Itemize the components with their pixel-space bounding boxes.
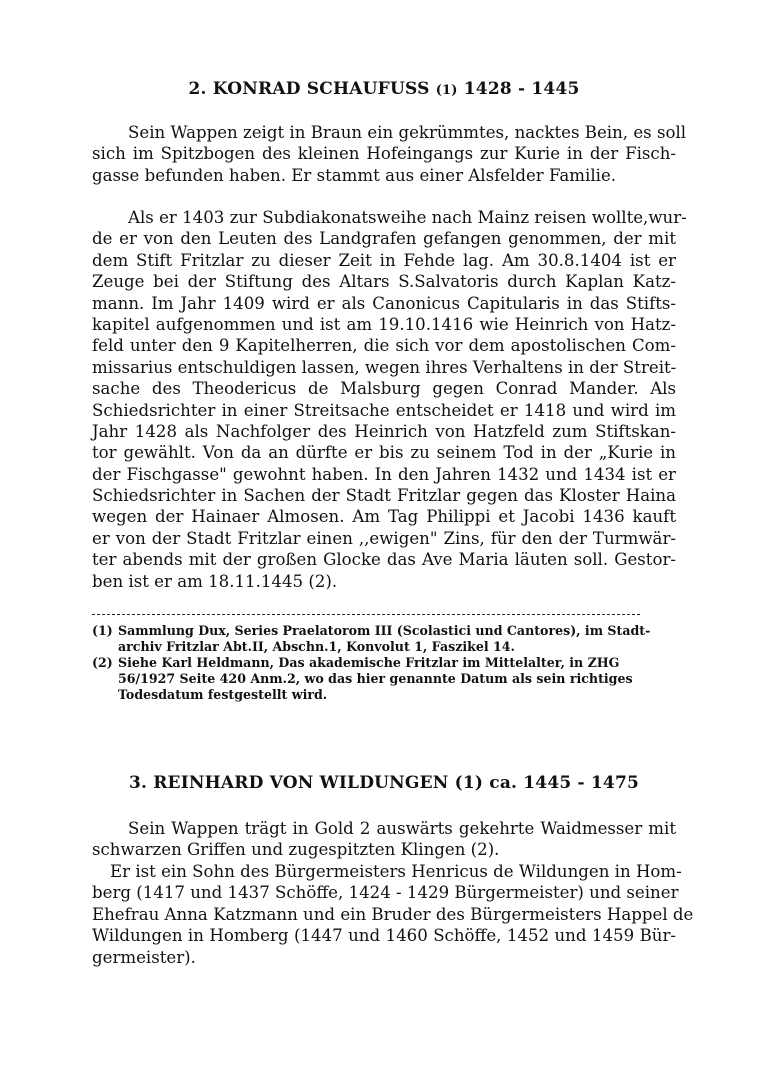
text-line: Schiedsrichter in Sachen der Stadt Fritzlar gegen das Kloster Haina <box>92 486 676 506</box>
footnote-line: Sammlung Dux, Series Praelatorom III (Scolastici und Cantores), im Stadt- <box>118 623 651 638</box>
text-line: Ehefrau Anna Katzmann und ein Bruder des Bürgermeisters Happel de <box>92 904 694 924</box>
text-line: sache des Theodericus de Malsburg gegen Conrad Mander. Als <box>92 379 676 399</box>
footnote-number: (1) <box>92 623 113 638</box>
text-line: mann. Im Jahr 1409 wird er als Canonicus Capitularis in das Stifts- <box>92 293 676 313</box>
text-line: ter abends mit der großen Glocke das Ave Maria läuten soll. Gestor- <box>92 550 676 570</box>
section-2-paragraph-1 <box>92 122 687 186</box>
text-line: kapitel aufgenommen und ist am 19.10.1416 wie Heinrich von Hatz- <box>92 314 676 334</box>
footnote-line: Siehe Karl Heldmann, Das akademische Fritzlar im Mittelalter, in ZHG <box>118 655 620 670</box>
section-2-footnote-ref: (1) <box>435 83 458 98</box>
text-line: sich im Spitzbogen des kleinen Hofeingangs zur Kurie in der Fisch- <box>92 144 676 164</box>
text-line: ben ist er am 18.11.1445 (2). <box>92 571 338 591</box>
text-line: germeister). <box>92 947 196 967</box>
footnote-separator <box>92 614 640 615</box>
text-line: de er von den Leuten des Landgrafen gefangen genommen, der mit <box>92 229 676 249</box>
text-line: Als er 1403 zur Subdiakonatsweihe nach Mainz reisen wollte,wur- <box>128 208 687 227</box>
footnote-2 <box>92 655 672 703</box>
section-2-paragraph-2 <box>92 207 687 592</box>
text-line: Zeuge bei der Stiftung des Altars S.Salvatoris durch Kaplan Katz- <box>92 272 676 292</box>
footnote-1 <box>92 623 672 655</box>
footnote-line: archiv Fritzlar Abt.II, Abschn.1, Konvolut 1, Faszikel 14. <box>118 639 515 654</box>
section-2-years: 1428 - 1445 <box>463 79 580 99</box>
text-line: dem Stift Fritzlar zu dieser Zeit in Fehde lag. Am 30.8.1404 ist er <box>92 250 676 270</box>
section-2-heading <box>0 79 768 99</box>
text-line: wegen der Hainaer Almosen. Am Tag Philippi et Jacobi 1436 kauft <box>92 507 676 527</box>
section-2-title: 2. KONRAD SCHAUFUSS <box>188 79 430 99</box>
text-line: Jahr 1428 als Nachfolger des Heinrich von Hatzfeld zum Stiftskan- <box>92 421 676 441</box>
section-3-paragraph-1 <box>92 818 676 861</box>
footnotes <box>92 623 672 703</box>
text-line: Sein Wappen zeigt in Braun ein gekrümmtes, nacktes Bein, es soll <box>128 123 687 142</box>
text-line: der Fischgasse" gewohnt haben. In den Jahren 1432 und 1434 ist er <box>92 464 676 484</box>
text-line: er von der Stadt Fritzlar einen ,,ewigen" Zins, für den der Turmwär- <box>92 528 676 548</box>
text-line: Sein Wappen trägt in Gold 2 auswärts gekehrte Waidmesser mit <box>128 819 676 838</box>
footnote-line: 56/1927 Seite 420 Anm.2, wo das hier genannte Datum als sein richtiges <box>118 671 633 686</box>
text-line: tor gewählt. Von da an dürfte er bis zu seinem Tod in der „Kurie in <box>92 443 676 463</box>
text-line: gasse befunden haben. Er stammt aus einer Alsfelder Familie. <box>92 165 617 185</box>
section-3-heading: 3. REINHARD VON WILDUNGEN (1) ca. 1445 - 1475 <box>128 773 640 793</box>
footnote-number: (2) <box>92 655 113 670</box>
text-line: Schiedsrichter in einer Streitsache entscheidet er 1418 und wird im <box>92 400 676 420</box>
footnote-line: Todesdatum festgestellt wird. <box>118 687 328 702</box>
text-line: Er ist ein Sohn des Bürgermeisters Henricus de Wildungen in Hom- <box>110 862 682 881</box>
section-3-paragraph-2 <box>92 861 694 968</box>
text-line: missarius entschuldigen lassen, wegen ihres Verhaltens in der Streit- <box>92 357 677 377</box>
text-line: schwarzen Griffen und zugespitzten Klingen (2). <box>92 840 500 860</box>
text-line: Wildungen in Homberg (1447 und 1460 Schöffe, 1452 und 1459 Bür- <box>92 926 676 946</box>
text-line: feld unter den 9 Kapitelherren, die sich vor dem apostolischen Com- <box>92 336 676 356</box>
text-line: berg (1417 und 1437 Schöffe, 1424 - 1429 Bürgermeister) und seiner <box>92 883 679 903</box>
